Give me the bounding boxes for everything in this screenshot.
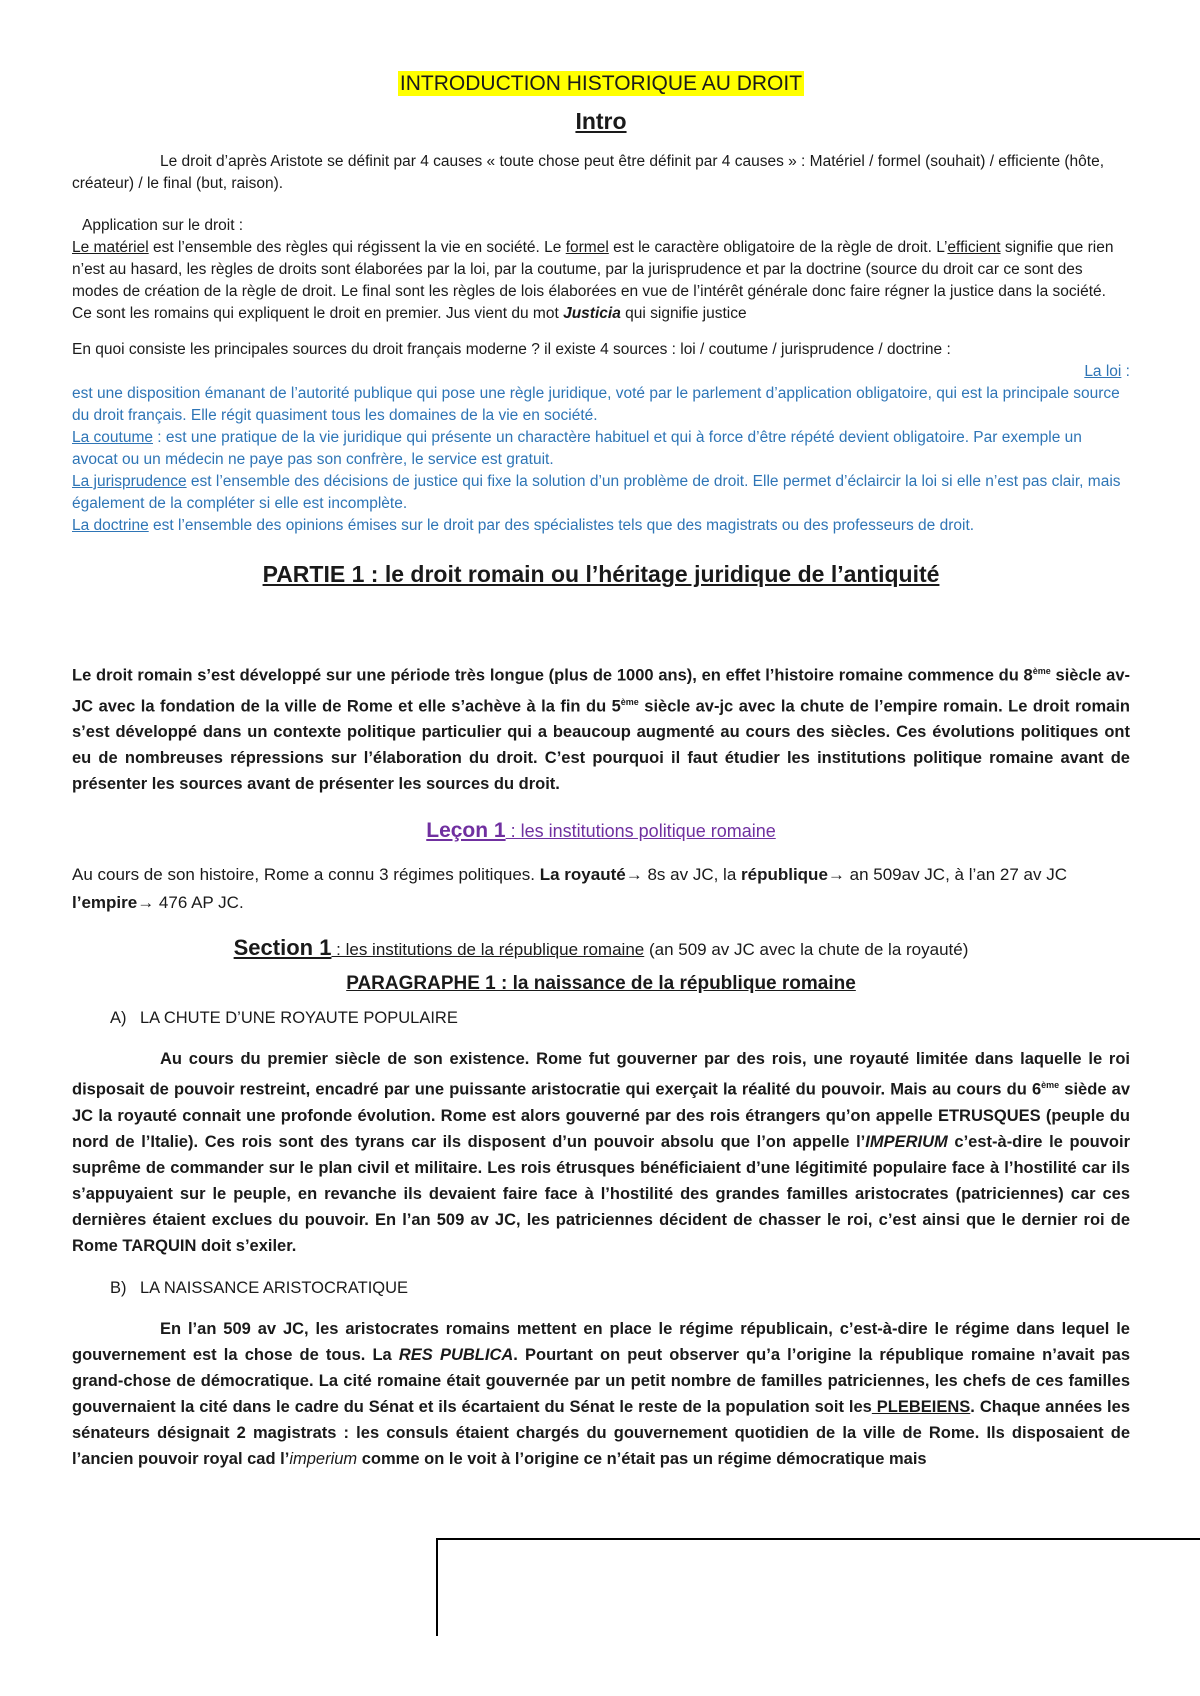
coutume-definition xyxy=(72,427,1130,471)
term-plebeiens: PLEBEIENS xyxy=(871,1397,971,1416)
droit-romain-text-c: siècle av-jc avec la chute de l’empire romain. Le droit romain s’est développé dans un contexte politique particulier qui a beaucoup augmenté au cours des siècles. Ces évolutions politiques ont eu de nombreuses répressions sur l’élaboration du droit. C’est pourquoi il faut étudier les institutions politique romaine avant de présenter les sources avant de présenter les sources du droit. xyxy=(72,697,1130,793)
jurisprudence-definition xyxy=(72,471,1130,515)
jurisprudence-text: est l’ensemble des décisions de justice qui fixe la solution d’un problème de droit. Elle permet d’éclaircir la loi si elle n’est pas clair, mais également de la compléter si elle est incomplète. xyxy=(72,473,1121,512)
sub-a-letter: A) xyxy=(110,1009,127,1027)
chute-sup: ème xyxy=(1041,1080,1060,1090)
application-text-1: est l’ensemble des règles qui régissent la vie en société. xyxy=(148,239,545,256)
sources-question: En quoi consiste les principales sources du droit français moderne ? il existe 4 sources : loi / coutume / jurisprudence / doctrine : xyxy=(72,341,951,358)
droit-romain-text-a: Le droit romain s’est développé sur une période très longue (plus de 1000 ans), en effet l’histoire romaine commence du 8 xyxy=(72,666,1033,685)
sub-heading-a xyxy=(72,1009,1130,1028)
term-imperium-2: imperium xyxy=(289,1449,358,1468)
application-text-3: signifie que rien n’est au hasard, les règles de droits sont élaborées par la loi, par la coutume, par la jurisprudence et par la doctrine (source du droit car ce sont des modes de création de la règle de droit. Le final sont les règles de lois élaborées en vue de l’intérêt générale donc faire régner la justice dans la société. Ce sont les romains qui expliquent le droit en premier. Jus vient du mot xyxy=(72,239,1114,322)
aristote-paragraph: Le droit d’après Aristote se définit par 4 causes « toute chose peut être définit par 4 causes » : Matériel / formel (souhait) / efficiente (hôte, créateur) / le final (but, raison). xyxy=(72,153,1105,192)
term-imperium: IMPERIUM xyxy=(865,1132,948,1151)
naissance-text-a: En l’an 509 av JC, les aristocrates romains mettent en place le régime républicain, c’est-à-dire le régime dans lequel le gouvernement est la chose de tous. La xyxy=(72,1319,1130,1364)
doctrine-text: est l’ensemble des opinions émises sur le droit par des spécialistes tels que des magistrats ou des professeurs de droit. xyxy=(148,517,975,534)
regimes-paragraph xyxy=(72,861,1130,917)
application-label: Application sur le droit : xyxy=(82,217,244,234)
section-1-heading xyxy=(72,935,1130,961)
section-1-date: (an 509 av JC avec la chute de la royauté) xyxy=(644,940,969,959)
regimes-text-c: → an 509av JC, à l’an 27 av JC xyxy=(827,865,1067,884)
section-1-title: : les institutions de la république romaine xyxy=(331,940,645,959)
droit-romain-paragraph xyxy=(72,658,1130,797)
term-efficient: efficient xyxy=(947,239,1001,256)
loi-colon: : xyxy=(1121,363,1130,380)
sources-definitions xyxy=(72,361,1130,537)
naissance-paragraph xyxy=(72,1316,1130,1472)
coutume-text: : est une pratique de la vie juridique qui présente un charactère habituel et qui à force d’être répété devient obligatoire. Par exemple un avocat ou un médecin ne paye pas son confrère, le service est gratuit. xyxy=(72,429,1082,468)
loi-heading xyxy=(72,361,1130,383)
lecon-1-heading xyxy=(72,819,1130,843)
document-page xyxy=(72,72,1130,1472)
term-justicia: Justicia xyxy=(563,305,621,322)
term-formel: formel xyxy=(565,239,609,256)
application-text-4: qui signifie justice xyxy=(620,305,747,322)
regimes-text-d: → 476 AP JC. xyxy=(137,893,244,912)
droit-romain-sup-2: ème xyxy=(620,696,639,707)
term-jurisprudence: La jurisprudence xyxy=(72,473,187,490)
naissance-text-d: comme on le voit à l’origine ce n’était pas un régime démocratique mais xyxy=(357,1449,927,1468)
term-loi: La loi xyxy=(1084,363,1122,380)
loi-definition: est une disposition émanant de l’autorité publique qui pose une règle juridique, voté par le parlement d’application obligatoire, qui est la principale source du droit français. Elle régit quasiment tous les domaines de la vie en société. xyxy=(72,385,1120,424)
sub-b-letter: B) xyxy=(110,1278,127,1297)
application-formel-prefix: Le xyxy=(544,239,566,256)
chute-text-b: siède av JC la royauté connait une profonde évolution. Rome est alors gouverné par des rois étrangers qu’on appelle ETRUSQUES (peuple du nord de l’Italie). Ces rois sont des tyrans car ils disposent d’un pouvoir absolu que l’on appelle l’ xyxy=(72,1080,1131,1151)
term-empire: l’empire xyxy=(72,893,138,912)
section-1-word: Section 1 xyxy=(233,935,332,960)
droit-romain-sup-1: ème xyxy=(1032,666,1051,676)
regimes-text-b: → 8s av JC, la xyxy=(625,865,741,884)
document-title-wrap xyxy=(72,72,1130,96)
partie-1-heading: PARTIE 1 : le droit romain ou l’héritage juridique de l’antiquité xyxy=(262,561,940,587)
application-text-2: est le caractère obligatoire de la règle de droit. L’ xyxy=(608,239,948,256)
document-title: INTRODUCTION HISTORIQUE AU DROIT xyxy=(399,72,803,95)
doctrine-definition xyxy=(72,515,1130,537)
term-royaute: La royauté xyxy=(539,865,626,884)
naissance-text-b: . Pourtant on peut observer qu’a l’origine la république romaine n’avait pas grand-chose de démocratique. La cité romaine était gouvernée par un petit nombre de familles patriciennes, les chefs de ces familles gouvernaient la cité dans le cadre du Sénat et ils écartaient du Sénat le reste de la population soit les xyxy=(72,1345,1131,1416)
intro-heading: Intro xyxy=(575,108,627,134)
term-materiel: Le matériel xyxy=(72,239,149,256)
droit-romain-text-b: siècle av-JC avec la fondation de la ville de Rome et elle s’achève à la fin du 5 xyxy=(72,666,1131,715)
naissance-text-c: . Chaque années les sénateurs désignait 2 magistrats : les consuls étaient chargés du gouvernement quotidien de la ville de Rome. Ils disposaient de l’ancien pouvoir royal cad l’ xyxy=(72,1397,1130,1468)
sub-a-text: LA CHUTE D’UNE ROYAUTE POPULAIRE xyxy=(140,1009,458,1027)
term-coutume: La coutume xyxy=(72,429,153,446)
chute-paragraph xyxy=(72,1046,1130,1259)
term-republique: république xyxy=(741,865,828,884)
chute-text-c: c’est-à-dire le pouvoir suprême de commander sur le plan civil et militaire. Les rois étrusques bénéficiaient d’une légitimité populaire face à l’hostilité car ils s’appuyaient sur le peuple, en revanche ils devaient faire face à l’hostilité des grandes familles aristocrates (patriciennes) car ces dernières étaient exclues du pouvoir. En l’an 509 av JC, les patriciennes décident de chasser le roi, c’est ainsi que le dernier roi de Rome TARQUIN doit s’exiler. xyxy=(72,1132,1130,1255)
sub-heading-b xyxy=(72,1279,1130,1298)
term-res-publica: RES PUBLICA xyxy=(398,1345,514,1364)
lecon-1-word: Leçon 1 xyxy=(426,819,506,842)
paragraphe-1-heading: PARAGRAPHE 1 : la naissance de la république romaine xyxy=(346,973,856,994)
chute-text-a: Au cours du premier siècle de son existence. Rome fut gouverner par des rois, une royauté limitée dans laquelle le roi disposait de pouvoir restreint, encadré par une puissante aristocratie qui exerçait la réalité du pouvoir. Mais au cours du 6 xyxy=(72,1050,1130,1099)
application-paragraph xyxy=(72,237,1130,325)
sub-b-text: LA NAISSANCE ARISTOCRATIQUE xyxy=(140,1278,409,1297)
regimes-text-a: Au cours de son histoire, Rome a connu 3 régimes politiques. xyxy=(72,865,540,884)
term-doctrine: La doctrine xyxy=(72,517,149,534)
lecon-1-title: : les institutions politique romaine xyxy=(505,821,776,841)
frame-box-corner xyxy=(436,1538,1200,1636)
